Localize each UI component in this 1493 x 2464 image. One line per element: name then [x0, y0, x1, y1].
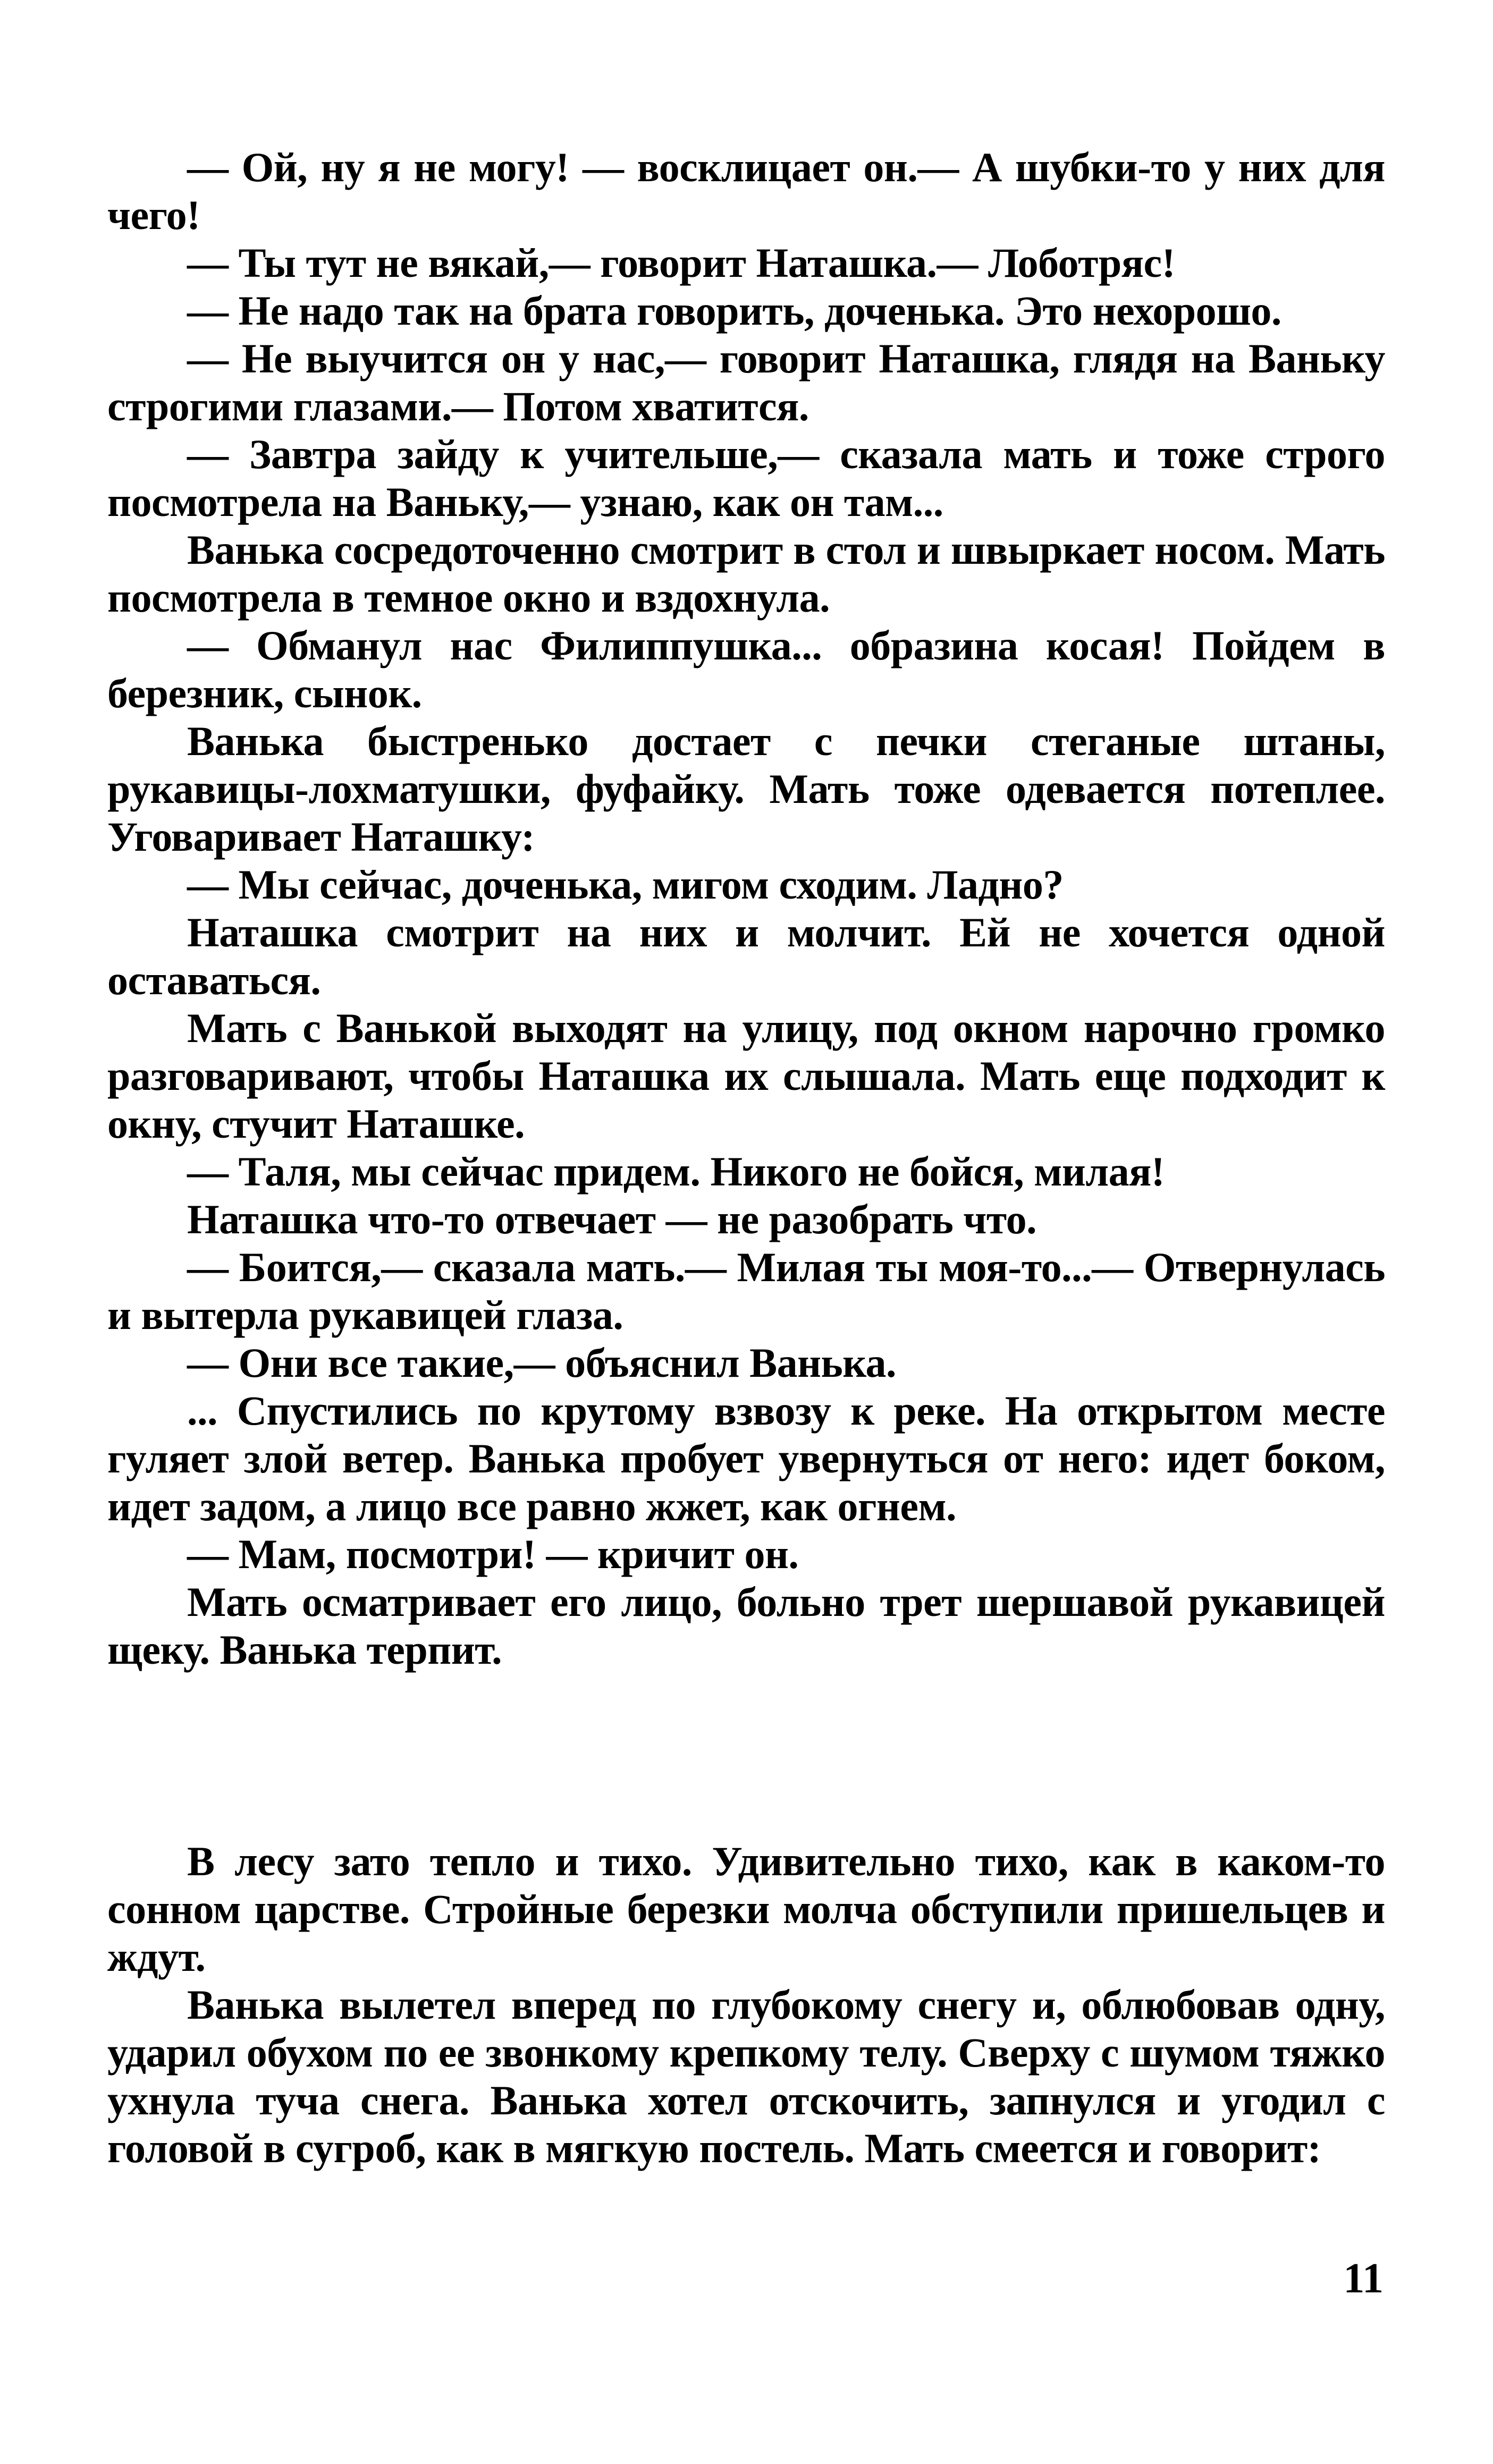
section-one	[107, 143, 1385, 1674]
paragraph: Мать осматривает его лицо, больно трет шершавой рукавицей щеку. Ванька терпит.	[107, 1579, 1385, 1673]
page-number: 11	[1343, 2255, 1384, 2302]
paragraph: Ванька сосредоточенно смотрит в стол и швыркает носом. Мать посмотрела в темное окно и вздохнула.	[107, 527, 1385, 621]
paragraph: Наташка что-то отвечает — не разобрать что.	[187, 1196, 1037, 1242]
paragraph: — Завтра зайду к учительше,— сказала мать и тоже строго посмотрела на Ваньку,— узнаю, как он там...	[107, 431, 1385, 525]
paragraph: ... Спустились по крутому взвозу к реке. На открытом месте гуляет злой ветер. Ванька пробует увернуться от него: идет боком, идет задом, а лицо все равно жжет, как огнем.	[107, 1387, 1385, 1529]
paragraph: Ванька быстренько достает с печки стеганые штаны, рукавицы-лохматушки, фуфайку. Мать тоже одевается потеплее. Уговаривает Наташку:	[107, 718, 1385, 860]
paragraph: Ванька вылетел вперед по глубокому снегу и, облюбовав одну, ударил обухом по ее звонкому крепкому телу. Сверху с шумом тяжко ухнула туча снега. Ванька хотел отскочить, запнулся и угодил с головой в сугроб, как в мягкую постель. Мать смеется и говорит:	[107, 1982, 1385, 2171]
paragraph: Мать с Ванькой выходят на улицу, под окном нарочно громко разговаривают, чтобы Наташка их слышала. Мать еще подходит к окну, стучит Наташке.	[107, 1005, 1385, 1147]
paragraph: В лесу зато тепло и тихо. Удивительно тихо, как в каком-то сонном царстве. Стройные березки молча обступили пришельцев и ждут.	[107, 1838, 1385, 1980]
paragraph: — Не выучится он у нас,— говорит Наташка, глядя на Ваньку строгими глазами.— Потом хватится.	[107, 335, 1385, 429]
paragraph: — Мам, посмотри! — кричит он.	[187, 1531, 799, 1577]
paragraph: — Ой, ну я не могу! — восклицает он.— А шубки-то у них для чего!	[107, 144, 1385, 238]
paragraph: — Мы сейчас, доченька, мигом сходим. Ладно?	[187, 861, 1064, 908]
paragraph: — Не надо так на брата говорить, доченька. Это нехорошо.	[187, 287, 1281, 334]
paragraph: — Обманул нас Филиппушка... образина косая! Пойдем в березник, сынок.	[107, 622, 1385, 716]
paragraph: — Они все такие,— объяснил Ванька.	[187, 1340, 897, 1386]
paragraph: — Боится,— сказала мать.— Милая ты моя-то...— Отвернулась и вытерла рукавицей глаза.	[107, 1244, 1385, 1338]
section-two	[107, 1838, 1385, 2172]
paragraph: — Ты тут не вякай,— говорит Наташка.— Лоботряс!	[187, 240, 1176, 286]
paragraph: — Таля, мы сейчас придем. Никого не бойся, милая!	[187, 1148, 1165, 1195]
paragraph: Наташка смотрит на них и молчит. Ей не хочется одной оставаться.	[107, 909, 1385, 1003]
